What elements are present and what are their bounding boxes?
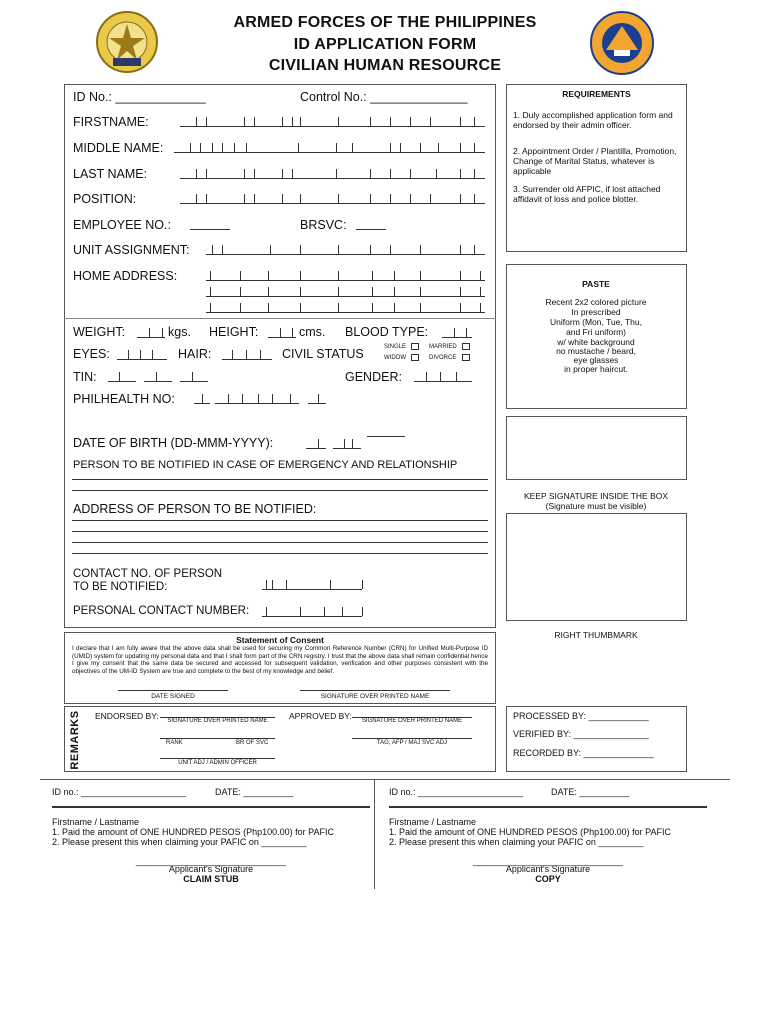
field-divider-tick [268, 271, 269, 280]
field-divider-tick [202, 394, 203, 403]
field-divider-tick [338, 194, 339, 203]
field-divider-tick [390, 194, 391, 203]
address-notified-input-4[interactable] [72, 553, 488, 554]
field-divider-tick [460, 169, 461, 178]
eyes-input[interactable] [117, 359, 167, 360]
field-divider-tick [480, 287, 481, 296]
home-address-input-1[interactable] [206, 280, 485, 281]
field-divider-tick [420, 303, 421, 312]
photo-instr-1: Recent 2x2 colored picture [545, 297, 647, 307]
copy-stub-rule [389, 806, 707, 808]
tin-input-3[interactable] [180, 381, 208, 382]
field-divider-tick [318, 439, 319, 448]
field-divider-tick [222, 143, 223, 152]
consent-body: I declare that I am fully aware that the above data shall be used for securing my Common Reference Number (CRN) for Unified Multi-Purpose ID (UMID) system for updating my personal data and that I shall form part of the CRN registry. I trust that the above data shall remain confidential hence I give my consent that the same data be secured and accessed for subsequent validation, verification and other purposes consistent with the objectives of the UM-ID System are true and complete to the best of my knowledge and belief. [72, 645, 488, 675]
position-label: POSITION: [73, 192, 137, 206]
field-divider-tick [268, 287, 269, 296]
unit-assignment-input[interactable] [206, 254, 485, 255]
date-signed-line[interactable] [118, 690, 228, 691]
field-divider-tick [394, 271, 395, 280]
field-divider-tick [272, 580, 273, 589]
field-divider-tick [390, 169, 391, 178]
divorce-label: DIVORCE [429, 355, 457, 361]
signature-box[interactable] [506, 416, 687, 480]
field-divider-tick [430, 117, 431, 126]
gender-input[interactable] [414, 381, 472, 382]
stub-separator [374, 779, 375, 889]
photo-title: PASTE [582, 279, 610, 289]
middle-name-input[interactable] [174, 152, 485, 153]
dob-month-input[interactable] [333, 448, 361, 449]
field-divider-tick [268, 303, 269, 312]
field-divider-tick [336, 143, 337, 152]
field-divider-tick [400, 143, 401, 152]
field-divider-tick [436, 169, 437, 178]
field-divider-tick [370, 245, 371, 254]
field-divider-tick [456, 372, 457, 381]
claim-stub-sig-line[interactable]: ______________________________ [135, 856, 287, 866]
consent-signature-label: SIGNATURE OVER PRINTED NAME [320, 693, 430, 700]
field-divider-tick [266, 607, 267, 616]
field-divider-tick [330, 580, 331, 589]
field-divider-tick [149, 328, 150, 337]
field-divider-tick [300, 245, 301, 254]
field-divider-tick [338, 287, 339, 296]
dob-label: DATE OF BIRTH (DD-MMM-YYYY): [73, 436, 274, 450]
field-divider-tick [162, 328, 163, 337]
field-divider-tick [260, 350, 261, 359]
field-divider-tick [292, 117, 293, 126]
field-divider-tick [254, 117, 255, 126]
employee-no-label: EMPLOYEE NO.: [73, 218, 171, 232]
tag-label: TAG, AFP / MAJ SVC ADJ [376, 740, 448, 746]
control-no-field[interactable]: Control No.: ______________ [300, 90, 468, 104]
field-divider-tick [272, 394, 273, 403]
photo-instr-4: and Fri uniform) [566, 327, 626, 337]
address-notified-input-2[interactable] [72, 531, 488, 532]
field-divider-tick [460, 287, 461, 296]
copy-stub-present: 2. Please present this when claiming your PAFIC on _________ [389, 837, 644, 847]
approved-sig-label: SIGNATURE OVER PRINTED NAME [361, 718, 463, 724]
field-divider-tick [474, 194, 475, 203]
field-divider-tick [362, 580, 363, 589]
firstname-input[interactable] [180, 126, 485, 127]
signature-instr-2: (Signature must be visible) [545, 501, 647, 511]
field-divider-tick [266, 580, 267, 589]
tag-line[interactable] [352, 738, 472, 739]
field-divider-tick [244, 194, 245, 203]
gender-label: GENDER: [345, 370, 402, 384]
copy-stub-name: Firstname / Lastname [389, 817, 477, 827]
claim-stub-paid: 1. Paid the amount of ONE HUNDRED PESOS (Php100.00) for PAFIC [52, 827, 334, 837]
field-divider-tick [300, 303, 301, 312]
blood-type-input[interactable] [442, 337, 472, 338]
blood-type-label: BLOOD TYPE: [345, 325, 429, 339]
field-divider-tick [362, 607, 363, 616]
eyes-label: EYES: [73, 347, 110, 361]
photo-instr-6: no mustache / beard, [556, 346, 636, 356]
field-divider-tick [282, 169, 283, 178]
field-divider-tick [390, 245, 391, 254]
copy-stub-id-no[interactable]: ID no.: _____________________ [389, 787, 524, 797]
middle-name-label: MIDDLE NAME: [73, 141, 164, 155]
field-divider-tick [410, 117, 411, 126]
field-divider-tick [292, 169, 293, 178]
field-divider-tick [420, 271, 421, 280]
field-divider-tick [318, 394, 319, 403]
field-divider-tick [438, 143, 439, 152]
field-divider-tick [370, 194, 371, 203]
stub-cut-line [40, 779, 730, 780]
field-divider-tick [480, 271, 481, 280]
philhealth-input-2[interactable] [215, 403, 299, 404]
field-divider-tick [420, 245, 421, 254]
field-divider-tick [200, 143, 201, 152]
field-divider-tick [196, 117, 197, 126]
field-divider-tick [420, 143, 421, 152]
field-divider-tick [292, 328, 293, 337]
field-divider-tick [152, 350, 153, 359]
married-label: MARRIED [429, 344, 457, 350]
unit-assignment-label: UNIT ASSIGNMENT: [73, 243, 190, 257]
field-divider-tick [372, 271, 373, 280]
photo-instr-8: in proper haircut. [564, 364, 628, 374]
weight-input[interactable] [137, 337, 165, 338]
field-divider-tick [474, 245, 475, 254]
field-divider-tick [222, 245, 223, 254]
field-divider-tick [370, 169, 371, 178]
emergency-input-1[interactable] [72, 479, 488, 480]
field-divider-tick [300, 194, 301, 203]
field-divider-tick [426, 372, 427, 381]
claim-stub-rule [52, 806, 370, 808]
field-divider-tick [190, 143, 191, 152]
home-address-input-2[interactable] [206, 296, 485, 297]
field-divider-tick [270, 245, 271, 254]
section-divider [64, 318, 496, 319]
remarks-label: REMARKS [69, 710, 81, 770]
field-divider-tick [460, 245, 461, 254]
field-divider-tick [342, 607, 343, 616]
address-notified-input-3[interactable] [72, 542, 488, 543]
field-divider-tick [280, 328, 281, 337]
field-divider-tick [480, 303, 481, 312]
copy-stub-sig-line[interactable]: ______________________________ [472, 856, 624, 866]
field-divider-tick [254, 169, 255, 178]
home-address-input-3[interactable] [206, 312, 485, 313]
field-divider-tick [420, 287, 421, 296]
field-divider-tick [140, 350, 141, 359]
personal-contact-label: PERSONAL CONTACT NUMBER: [73, 605, 250, 617]
thumbmark-box[interactable] [506, 513, 687, 621]
thumbmark-label: RIGHT THUMBMARK [554, 630, 638, 640]
field-divider-tick [474, 169, 475, 178]
field-divider-tick [394, 303, 395, 312]
consent-signature-line[interactable] [300, 690, 450, 691]
requirement-item-1: 1. Duly accomplished application form and endorsed by their admin officer. [513, 110, 673, 130]
field-divider-tick [324, 607, 325, 616]
form-title-line3: CIVILIAN HUMAN RESOURCE [268, 57, 502, 74]
claim-stub-id-no[interactable]: ID no.: _____________________ [52, 787, 187, 797]
photo-instr-3: Uniform (Mon, Tue, Thu, [550, 317, 642, 327]
field-divider-tick [210, 287, 211, 296]
rank-line[interactable] [160, 738, 275, 739]
field-divider-tick [300, 287, 301, 296]
address-notified-label: ADDRESS OF PERSON TO BE NOTIFIED: [73, 502, 317, 516]
field-divider-tick [282, 194, 283, 203]
field-divider-tick [246, 350, 247, 359]
home-address-label: HOME ADDRESS: [73, 269, 178, 283]
field-divider-tick [300, 271, 301, 280]
widow-label: WIDOW [384, 355, 406, 361]
id-no-field[interactable]: ID No.: _____________ [73, 90, 206, 104]
approved-by-label: APPROVED BY: [289, 711, 352, 721]
field-divider-tick [460, 143, 461, 152]
signature-instr-1: KEEP SIGNATURE INSIDE THE BOX [523, 491, 669, 501]
field-divider-tick [286, 580, 287, 589]
requirements-title: REQUIREMENTS [562, 89, 631, 99]
field-divider-tick [246, 143, 247, 152]
kgs-unit: kgs. [168, 325, 191, 339]
widow-checkbox[interactable] [411, 354, 419, 361]
recorded-by-field[interactable]: RECORDED BY: ______________ [513, 748, 654, 758]
unit-adj-label: UNIT ADJ / ADMIN OFFICER [178, 760, 257, 766]
field-divider-tick [440, 372, 441, 381]
field-divider-tick [206, 194, 207, 203]
field-divider-tick [474, 143, 475, 152]
date-signed-label: DATE SIGNED [151, 693, 195, 700]
height-input[interactable] [268, 337, 296, 338]
field-divider-tick [460, 194, 461, 203]
field-divider-tick [232, 350, 233, 359]
contact-notified-label-2: TO BE NOTIFIED: [73, 581, 168, 593]
brsvc-label: BRSVC: [300, 218, 347, 232]
hair-label: HAIR: [178, 347, 212, 361]
field-divider-tick [240, 303, 241, 312]
field-divider-tick [338, 303, 339, 312]
last-name-label: LAST NAME: [73, 167, 148, 181]
address-notified-input-1[interactable] [72, 520, 488, 521]
field-divider-tick [372, 303, 373, 312]
field-divider-tick [460, 117, 461, 126]
form-title-line2: ID APPLICATION FORM [293, 36, 477, 53]
field-divider-tick [119, 372, 120, 381]
single-label: SINGLE [384, 344, 407, 350]
field-divider-tick [192, 372, 193, 381]
field-divider-tick [212, 245, 213, 254]
field-divider-tick [338, 117, 339, 126]
cms-unit: cms. [299, 325, 326, 339]
verified-by-field[interactable]: VERIFIED BY: _______________ [513, 729, 649, 739]
field-divider-tick [300, 117, 301, 126]
requirement-item-3: 3. Surrender old AFPIC, if lost attached affidavit of loss and police blotter. [513, 184, 661, 204]
field-divider-tick [460, 303, 461, 312]
field-divider-tick [196, 194, 197, 203]
personal-contact-input[interactable] [262, 616, 362, 617]
field-divider-tick [410, 169, 411, 178]
employee-no-input[interactable] [190, 229, 230, 230]
tin-label: TIN: [73, 370, 97, 384]
married-checkbox[interactable] [462, 343, 470, 350]
field-divider-tick [206, 117, 207, 126]
field-divider-tick [242, 394, 243, 403]
field-divider-tick [372, 287, 373, 296]
photo-instr-5: w/ white background [557, 337, 635, 347]
field-divider-tick [244, 169, 245, 178]
claim-stub-name: Firstname / Lastname [52, 817, 140, 827]
height-label: HEIGHT: [209, 325, 259, 339]
photo-instr-2: In prescribed [571, 307, 621, 317]
field-divider-tick [300, 607, 301, 616]
field-divider-tick [282, 117, 283, 126]
processed-by-field[interactable]: PROCESSED BY: ____________ [513, 711, 649, 721]
field-divider-tick [370, 117, 371, 126]
endorsed-sig-label: SIGNATURE OVER PRINTED NAME [167, 718, 268, 724]
field-divider-tick [210, 271, 211, 280]
field-divider-tick [430, 194, 431, 203]
field-divider-tick [352, 439, 353, 448]
field-divider-tick [290, 394, 291, 403]
field-divider-tick [474, 117, 475, 126]
claim-stub-date[interactable]: DATE: __________ [215, 787, 294, 797]
rank-label: RANK [166, 740, 183, 746]
field-divider-tick [244, 117, 245, 126]
brsvc-input[interactable] [356, 229, 386, 230]
field-divider-tick [228, 394, 229, 403]
field-divider-tick [338, 245, 339, 254]
emergency-label: PERSON TO BE NOTIFIED IN CASE OF EMERGENCY AND RELATIONSHIP [73, 459, 458, 471]
contact-notified-label-1: CONTACT NO. OF PERSON [73, 568, 223, 580]
consent-title: Statement of Consent [236, 635, 324, 645]
hair-input[interactable] [222, 359, 272, 360]
civil-status-label: CIVIL STATUS [282, 347, 364, 361]
dob-day-input[interactable] [306, 448, 326, 449]
position-input[interactable] [180, 203, 485, 204]
endorsed-by-label: ENDORSED BY: [95, 711, 159, 721]
field-divider-tick [258, 394, 259, 403]
claim-stub-present: 2. Please present this when claiming your PAFIC on _________ [52, 837, 307, 847]
copy-stub-paid: 1. Paid the amount of ONE HUNDRED PESOS (Php100.00) for PAFIC [389, 827, 671, 837]
field-divider-tick [466, 328, 467, 337]
copy-stub-date[interactable]: DATE: __________ [551, 787, 630, 797]
field-divider-tick [240, 287, 241, 296]
single-checkbox[interactable] [411, 343, 419, 350]
tin-input-2[interactable] [144, 381, 172, 382]
field-divider-tick [336, 169, 337, 178]
weight-label: WEIGHT: [73, 325, 126, 339]
field-divider-tick [240, 271, 241, 280]
field-divider-tick [352, 143, 353, 152]
emergency-input-2[interactable] [72, 490, 488, 491]
copy-stub-sig-label: Applicant's Signature [505, 864, 591, 874]
field-divider-tick [206, 169, 207, 178]
field-divider-tick [390, 143, 391, 152]
last-name-input[interactable] [180, 178, 485, 179]
br-svc-label: BR OF SVC [236, 740, 269, 746]
field-divider-tick [254, 194, 255, 203]
philhealth-input-1[interactable] [194, 403, 210, 404]
claim-stub-title: CLAIM STUB [183, 874, 239, 884]
copy-stub-title: COPY [535, 874, 561, 884]
unit-adj-line[interactable] [160, 758, 275, 759]
dob-year-input[interactable] [367, 436, 405, 437]
field-divider-tick [394, 287, 395, 296]
field-divider-tick [338, 271, 339, 280]
divorce-checkbox[interactable] [462, 354, 470, 361]
photo-instr-7: eye glasses [573, 355, 619, 365]
field-divider-tick [156, 372, 157, 381]
field-divider-tick [196, 169, 197, 178]
field-divider-tick [298, 143, 299, 152]
field-divider-tick [410, 194, 411, 203]
field-divider-tick [454, 328, 455, 337]
field-divider-tick [344, 439, 345, 448]
field-divider-tick [212, 143, 213, 152]
field-divider-tick [390, 117, 391, 126]
field-divider-tick [234, 143, 235, 152]
field-divider-tick [460, 271, 461, 280]
claim-stub-sig-label: Applicant's Signature [168, 864, 254, 874]
philhealth-input-3[interactable] [308, 403, 326, 404]
form-title-line1: ARMED FORCES OF THE PHILIPPINES [233, 14, 537, 31]
firstname-label: FIRSTNAME: [73, 115, 149, 129]
field-divider-tick [210, 303, 211, 312]
requirement-item-2: 2. Appointment Order / Plantilla, Promotion, Change of Marital Status, whatever is applicable [513, 146, 677, 176]
field-divider-tick [128, 350, 129, 359]
philhealth-label: PHILHEALTH NO: [73, 392, 175, 406]
tin-input-1[interactable] [108, 381, 136, 382]
contact-notified-input[interactable] [262, 589, 362, 590]
